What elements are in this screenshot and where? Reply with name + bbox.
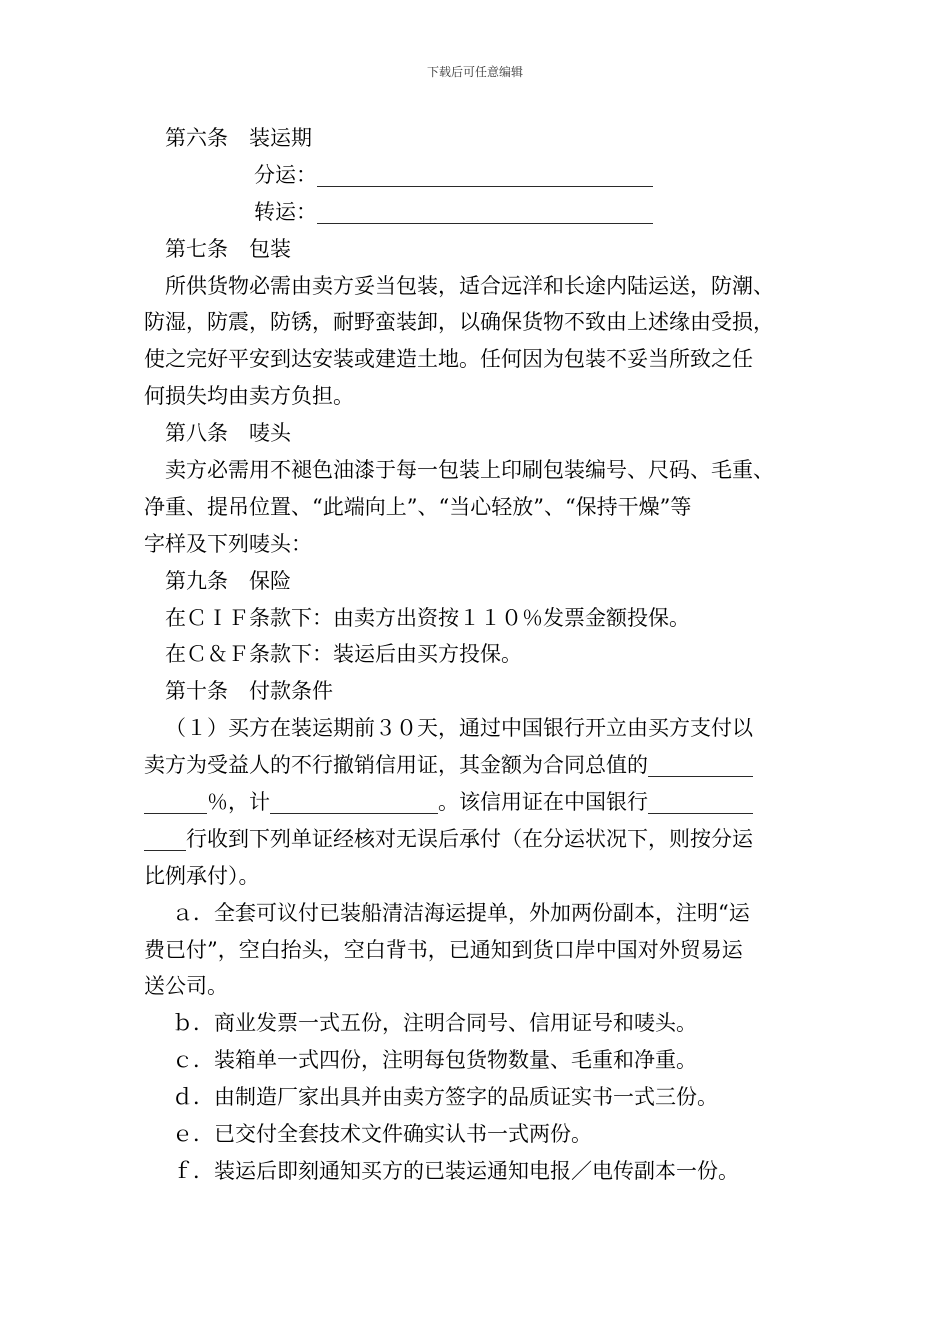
paragraph-line: 卖方为受益人的不行撤销信用证，其金额为合同总值的__________ (144, 753, 753, 778)
paragraph-line: 比例承付）。 (144, 863, 260, 888)
list-item-b: ｂ．商业发票一式五份，注明合同号、信用证号和唛头。 (172, 1011, 697, 1036)
paragraph-line: （１）买方在装运期前３０天，通过中国银行开立由买方支付以 (165, 716, 753, 741)
paragraph-line: 净重、提吊位置、“此端向上”、“当心轻放”、“保持干燥”等 (144, 494, 692, 519)
paragraph-line: 在Ｃ＆Ｆ条款下：装运后由买方投保。 (165, 642, 522, 667)
transshipment-line: 转运：________________________________ (254, 199, 653, 224)
paragraph-line: 在ＣＩＦ条款下：由卖方出资按１１０％发票金额投保。 (165, 605, 690, 630)
list-item-d: ｄ．由制造厂家出具并由卖方签字的品质证实书一式三份。 (172, 1085, 718, 1110)
list-item-a: ａ．全套可议付已装船清洁海运提单，外加两份副本，注明“运 (172, 900, 750, 925)
paragraph-line: 送公司。 (144, 974, 228, 999)
paragraph-line: 使之完好平安到达安装或建造土地。任何因为包装不妥当所致之任 (144, 347, 753, 372)
paragraph-line: 防湿，防震，防锈，耐野蛮装卸，以确保货物不致由上述缘由受损， (144, 310, 774, 335)
list-item-c: ｃ．装箱单一式四份，注明每包货物数量、毛重和净重。 (172, 1048, 697, 1073)
paragraph-line: ____行收到下列单证经核对无误后承付（在分运状况下，则按分运 (144, 826, 753, 851)
paragraph-line: 字样及下列唛头： (144, 531, 312, 556)
paragraph-line: 卖方必需用不褪色油漆于每一包装上印刷包装编号、尺码、毛重、 (165, 458, 774, 483)
list-item-f: ｆ．装运后即刻通知买方的已装运通知电报／电传副本一份。 (172, 1158, 739, 1183)
paragraph-line: 所供货物必需由卖方妥当包装，适合远洋和长途内陆运送，防潮、 (165, 273, 774, 298)
article-7-heading: 第七条 包装 (165, 236, 291, 261)
article-8-heading: 第八条 唛头 (165, 421, 291, 446)
page-header: 下载后可任意编辑 (426, 65, 523, 79)
list-item-e: ｅ．已交付全套技术文件确实认书一式两份。 (172, 1122, 592, 1147)
paragraph-line: ______％，计________________。该信用证在中国银行__________ (144, 790, 753, 815)
article-9-heading: 第九条 保险 (165, 568, 291, 593)
partial-shipment-line: 分运：________________________________ (254, 162, 653, 187)
contract-body (144, 120, 824, 1190)
article-6-heading: 第六条 装运期 (165, 126, 312, 150)
paragraph-line: 何损失均由卖方负担。 (144, 384, 354, 409)
paragraph-line: 费已付”，空白抬头，空白背书，已通知到货口岸中国对外贸易运 (144, 937, 743, 962)
article-10-heading: 第十条 付款条件 (165, 679, 333, 704)
